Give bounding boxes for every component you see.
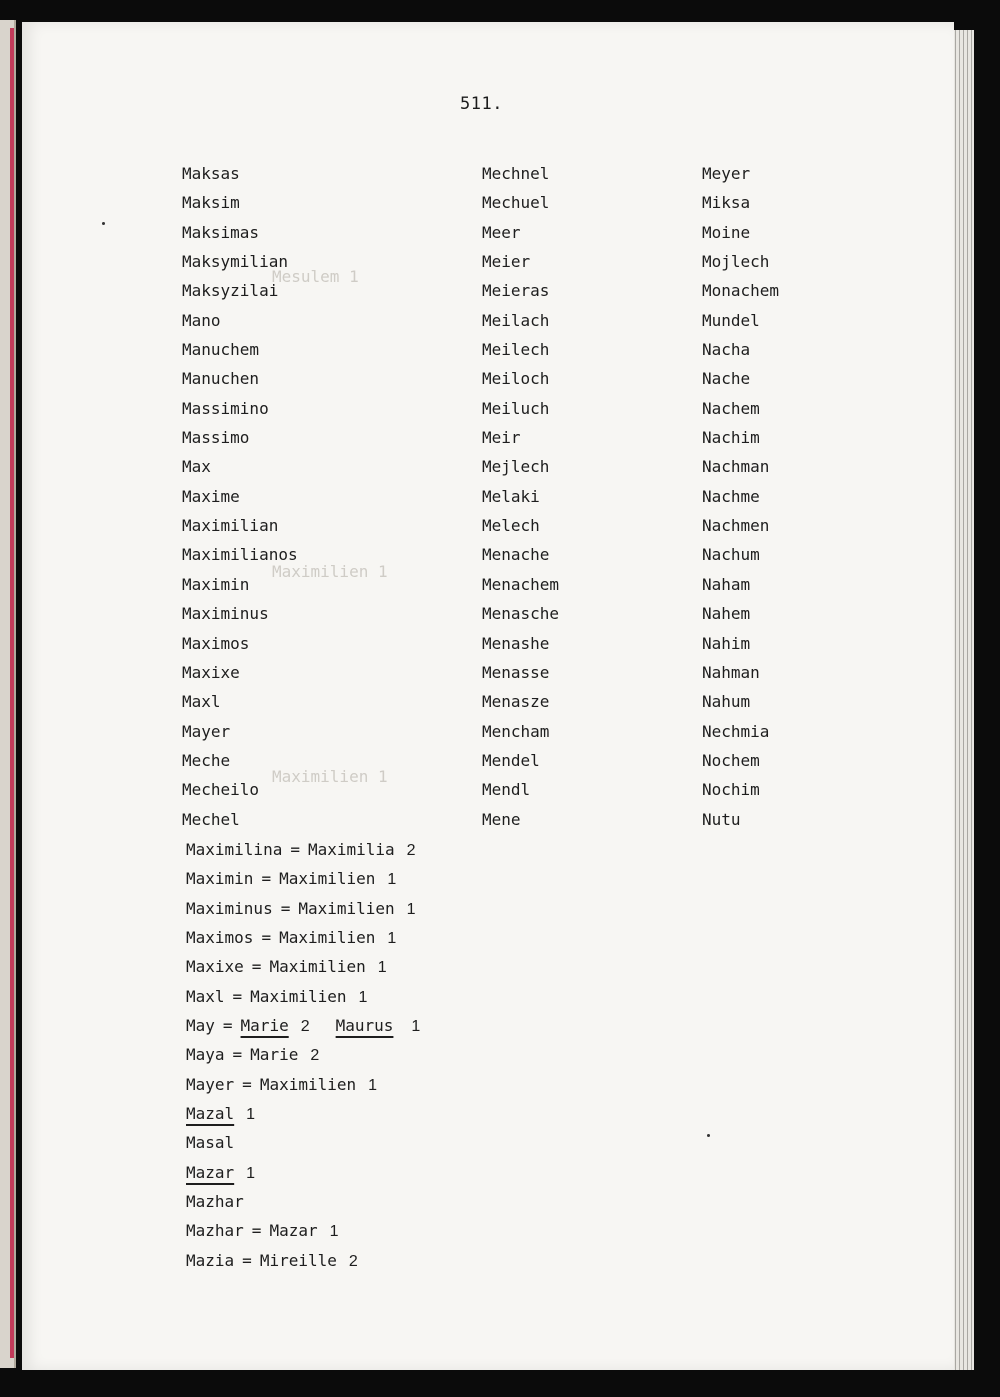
equivalence-line: [186, 986, 420, 1015]
equivalence-line: [186, 1103, 420, 1132]
equals-sign: =: [261, 869, 272, 889]
bleed-through-text: Mesulem 1: [272, 267, 359, 286]
name-entry: Mayer: [182, 721, 231, 741]
alternate-name: Maurus: [335, 1016, 394, 1036]
name-entry: Menasche: [482, 604, 560, 624]
entry-name: Mazhar: [186, 1221, 244, 1241]
equivalent-name: Maximilien: [269, 957, 366, 977]
occurrence-count: 1: [246, 1106, 256, 1124]
name-entry: Moine: [702, 222, 751, 242]
name-entry: Maximilianos: [182, 545, 298, 565]
equivalence-line: [186, 1044, 420, 1073]
name-entry: Meiluch: [482, 398, 550, 418]
equivalence-line: [186, 927, 420, 956]
document-page: [22, 22, 954, 1370]
entry-name: Mazia: [186, 1250, 235, 1270]
entry-name: Maximos: [186, 928, 254, 948]
speck-mark: [102, 222, 105, 225]
name-entry: Nache: [702, 369, 751, 389]
name-entry: Massimino: [182, 398, 269, 418]
occurrence-count: 2: [406, 842, 416, 859]
name-entry: Mundel: [702, 310, 760, 330]
name-entry: Manuchem: [182, 340, 260, 360]
page-number: 511.: [460, 94, 503, 114]
name-entry: Maxixe: [182, 662, 240, 682]
name-entry: Meche: [182, 750, 231, 770]
name-entry: Massimo: [182, 428, 250, 448]
equivalent-name: Maximilien: [259, 1074, 357, 1094]
name-entry: Mendel: [482, 750, 540, 770]
name-entry: Meiloch: [482, 369, 550, 389]
name-entry: Meir: [482, 428, 521, 448]
equivalent-name: Mireille: [259, 1250, 337, 1270]
equals-sign: =: [222, 1016, 233, 1036]
name-entry: Nahem: [702, 604, 751, 624]
name-entry: Naham: [702, 574, 751, 594]
occurrence-count: 1: [411, 1018, 421, 1036]
equals-sign: =: [261, 928, 272, 948]
occurrence-count: 2: [348, 1252, 358, 1270]
occurrence-count: 1: [387, 930, 397, 948]
equivalence-line: [186, 868, 420, 897]
name-entry: Mechuel: [482, 193, 550, 213]
name-entry: Mejlech: [482, 457, 550, 477]
equivalent-name: Maximilien: [298, 898, 395, 918]
bleed-through-text: Maximilien 1: [272, 767, 388, 786]
entry-name: Maya: [186, 1045, 225, 1065]
equivalent-name: Mazar: [269, 1221, 318, 1241]
equivalence-list: [186, 839, 420, 1279]
name-entry: Nacha: [702, 340, 751, 360]
entry-name: Mayer: [186, 1074, 235, 1094]
name-entry: Maksim: [182, 193, 240, 213]
equals-sign: =: [251, 957, 262, 977]
name-entry: Menashe: [482, 633, 550, 653]
name-entry: Meyer: [702, 164, 751, 183]
equivalence-line: [186, 1191, 420, 1220]
equivalent-name: Maximilien: [279, 869, 376, 889]
name-entry: Maksymilian: [182, 252, 288, 272]
name-entry: Miksa: [702, 193, 751, 213]
equals-sign: =: [290, 840, 300, 859]
equivalence-line: [186, 898, 420, 927]
occurrence-count: 2: [300, 1018, 310, 1036]
equals-sign: =: [232, 986, 243, 1006]
name-entry: Maximinus: [182, 604, 269, 624]
occurrence-count: 1: [246, 1164, 256, 1182]
name-entry: Nahum: [702, 692, 751, 712]
name-entry: Nachum: [702, 545, 760, 565]
occurrence-count: 1: [358, 988, 368, 1006]
name-entry: Mendl: [482, 780, 531, 800]
equivalence-line: [186, 1074, 420, 1103]
occurrence-count: 1: [377, 959, 387, 977]
entry-name: Maxl: [186, 986, 225, 1006]
name-entry: Meer: [482, 222, 521, 242]
name-entry: Nahim: [702, 633, 751, 653]
name-entry: Menachem: [482, 574, 560, 594]
equivalence-line: [186, 956, 420, 985]
name-entry: Maximos: [182, 633, 250, 653]
occurrence-count: 1: [387, 871, 397, 889]
name-entry: Meilach: [482, 310, 550, 330]
name-entry: Nahman: [702, 662, 760, 682]
name-entry: Mencham: [482, 721, 550, 741]
equivalence-line: [186, 839, 420, 868]
equivalence-line: [186, 1015, 420, 1044]
entry-name: Mazar: [186, 1162, 235, 1182]
equivalence-line: [186, 1162, 420, 1191]
entry-name: Maximilina: [186, 840, 283, 859]
name-entry: Maksimas: [182, 222, 260, 242]
name-entry: Mechel: [182, 809, 240, 829]
equivalence-line: [186, 1132, 420, 1161]
name-entry: Maksas: [182, 164, 240, 183]
name-entry: Mene: [482, 809, 521, 829]
name-entry: Melech: [482, 516, 540, 536]
names-column-2: [482, 163, 559, 838]
occurrence-count: 2: [310, 1047, 320, 1065]
name-entry: Nochim: [702, 780, 760, 800]
name-entry: Mano: [182, 310, 221, 330]
equals-sign: =: [280, 898, 291, 918]
entry-name: Mazal: [186, 1104, 235, 1124]
name-entry: Nochem: [702, 750, 760, 770]
entry-name: Maxixe: [186, 957, 244, 977]
names-column-1: [182, 163, 298, 838]
equals-sign: =: [242, 1250, 252, 1270]
equivalent-name: Marie: [240, 1016, 289, 1036]
name-entry: Maximin: [182, 574, 250, 594]
equivalent-name: Maximilien: [250, 986, 347, 1006]
name-entry: Meilech: [482, 340, 550, 360]
name-entry: Nachmen: [702, 516, 770, 536]
name-entry: Monachem: [702, 281, 780, 301]
name-entry: Mojlech: [702, 252, 770, 272]
equivalent-name: Marie: [250, 1045, 299, 1065]
name-entry: Nutu: [702, 809, 741, 829]
name-entry: Menasze: [482, 692, 550, 712]
equals-sign: =: [232, 1045, 243, 1065]
equals-sign: =: [251, 1221, 262, 1241]
name-entry: Maksyzilai: [182, 281, 279, 301]
name-entry: Maxime: [182, 486, 240, 506]
speck-mark: [707, 1134, 710, 1137]
equivalence-line: [186, 1250, 420, 1279]
entry-name: Masal: [186, 1133, 235, 1153]
occurrence-count: 1: [406, 900, 416, 918]
spine-binding-edge: [10, 28, 14, 1358]
name-entry: Nachem: [702, 398, 760, 418]
name-entry: Maximilian: [182, 516, 279, 536]
entry-name: Mazhar: [186, 1192, 244, 1212]
name-entry: Max: [182, 457, 211, 477]
occurrence-count: 1: [368, 1076, 378, 1094]
name-entry: Meier: [482, 252, 531, 272]
equivalence-line: [186, 1220, 420, 1249]
name-entry: Meieras: [482, 281, 550, 301]
bleed-through-text: Maximilien 1: [272, 562, 388, 581]
name-entry: Menache: [482, 545, 550, 565]
name-entry: Menasse: [482, 662, 550, 682]
equals-sign: =: [242, 1074, 252, 1094]
name-entry: Nachman: [702, 457, 770, 477]
name-entry: Mecheilo: [182, 780, 260, 800]
name-entry: Mechnel: [482, 164, 550, 183]
name-entry: Melaki: [482, 486, 540, 506]
name-entry: Nachme: [702, 486, 760, 506]
entry-name: Maximin: [186, 869, 254, 889]
names-column-3: [702, 163, 779, 838]
name-entry: Nachim: [702, 428, 760, 448]
name-entry: Manuchen: [182, 369, 260, 389]
name-entry: Nechmia: [702, 721, 770, 741]
entry-name: Maximinus: [186, 898, 273, 918]
equivalent-name: Maximilia: [307, 840, 395, 859]
equivalent-name: Maximilien: [279, 928, 376, 948]
occurrence-count: 1: [329, 1223, 339, 1241]
name-entry: Maxl: [182, 692, 221, 712]
entry-name: May: [186, 1016, 215, 1036]
